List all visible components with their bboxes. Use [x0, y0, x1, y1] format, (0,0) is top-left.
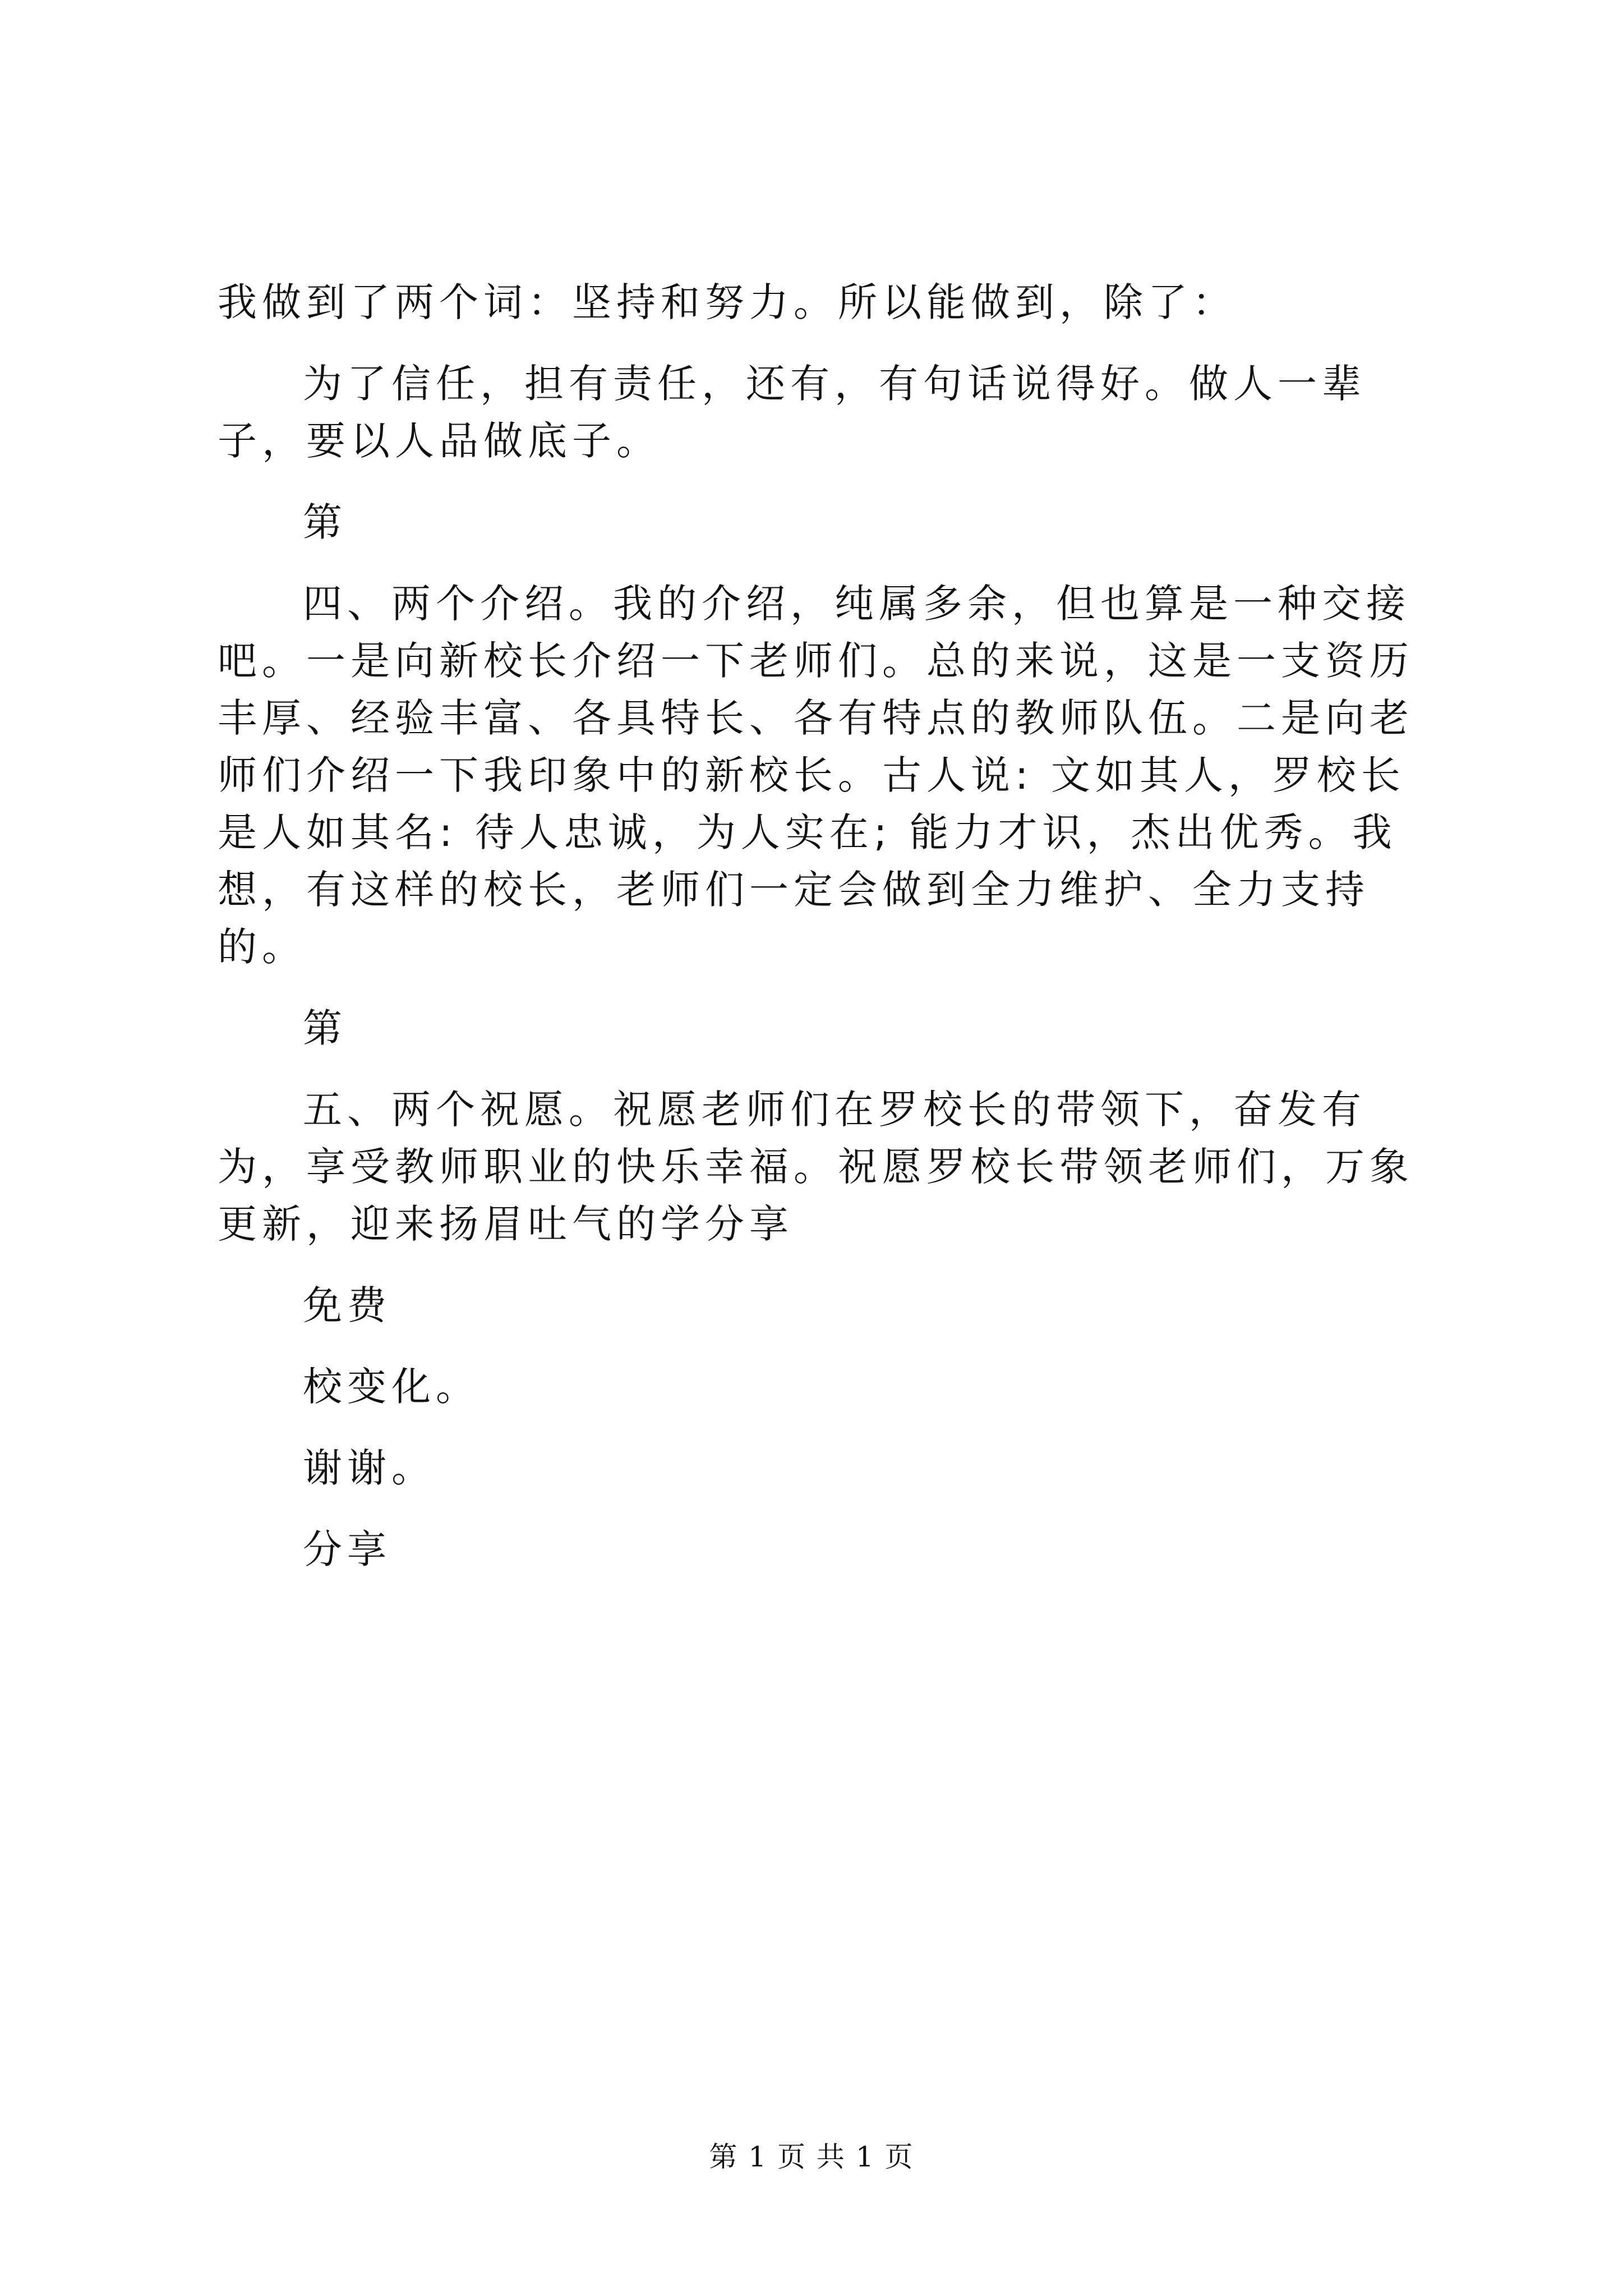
- paragraph-2: 为了信任，担有责任，还有，有句话说得好。做人一辈子，要以人品做底子。: [218, 361, 1366, 464]
- paragraph-5: 第: [303, 1005, 347, 1051]
- paragraph-8: 校变化。: [303, 1364, 480, 1410]
- document-body: [218, 274, 1440, 1602]
- paragraph-9: 谢谢。: [303, 1445, 436, 1491]
- paragraph-10: 分享: [303, 1526, 391, 1572]
- paragraph-1: 我做到了两个词：坚持和努力。所以能做到，除了：: [218, 279, 1237, 325]
- paragraph-3: 第: [303, 499, 347, 545]
- paragraph-4: 四、两个介绍。我的介绍，纯属多余，但也算是一种交接吧。一是向新校长介绍一下老师们。总的来说，这是一支资历丰厚、经验丰富、各具特长、各有特点的教师队伍。二是向老师们介绍一下我印象中的新校长。古人说: 文如其人，罗校长是人如其名: 待人忠诚，为人实在; 能力才识，杰出优秀。我想，有这样的校长，老师们一定会做到全力维护、全力支持的。: [218, 581, 1414, 970]
- paragraph-7: 免费: [303, 1282, 391, 1328]
- page-footer: 第 1 页 共 1 页: [709, 2141, 914, 2173]
- paragraph-6: 五、两个祝愿。祝愿老师们在罗校长的带领下，奋发有为，享受教师职业的快乐幸福。祝愿罗校长带领老师们，万象更新，迎来扬眉吐气的学分享: [218, 1087, 1414, 1247]
